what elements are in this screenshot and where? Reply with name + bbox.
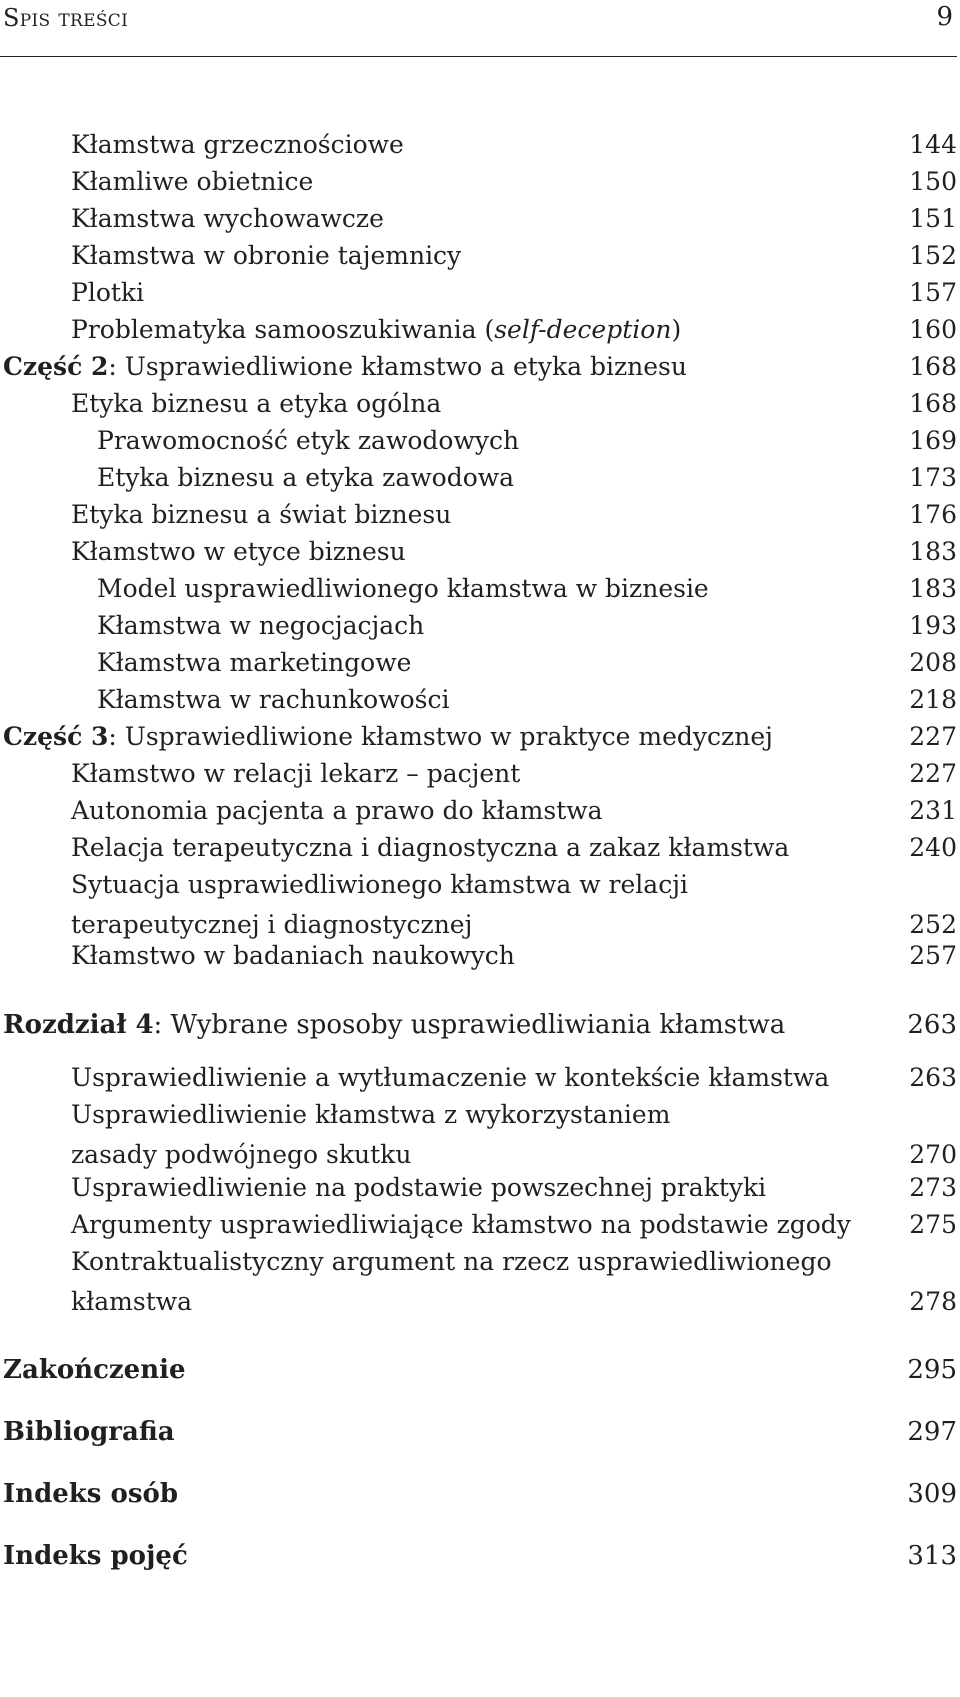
toc-entry-title: Kłamstwa w obronie tajemnicy [71,241,462,270]
toc-entry[interactable] [0,162,960,202]
toc-entry[interactable] [0,273,960,313]
toc-entry[interactable] [0,310,960,350]
toc-entry[interactable] [0,1168,960,1208]
toc-entry-title [71,1095,670,1175]
toc-entry-title: Kłamstwo w badaniach naukowych [71,941,515,970]
toc-entry-title: Kłamstwo w relacji lekarz – pacjent [71,759,521,788]
toc-entry-title [71,865,688,945]
toc-entry-title: Etyka biznesu a etyka zawodowa [97,463,515,492]
toc-section-entry[interactable] [0,1474,960,1514]
toc-entry-title-line: kłamstwa [71,1287,193,1316]
toc-entry-title-line: Sytuacja usprawiedliwionego kłamstwa w relacji [71,870,688,899]
toc-entry[interactable] [0,495,960,535]
toc-entry[interactable] [0,791,960,831]
toc-entry-page: 227 [909,759,957,788]
toc-entry-title: Etyka biznesu a świat biznesu [71,500,452,529]
running-header [0,0,957,57]
toc-entry[interactable] [0,1205,960,1245]
toc-entry-title: Usprawiedliwienie na podstawie powszechnej praktyki [71,1173,767,1202]
toc-entry-title [71,310,681,350]
toc-entry-page: 151 [909,204,957,233]
toc-entry-page: 309 [907,1479,957,1509]
toc-entry-page: 152 [909,241,957,270]
toc-entry-title: Kłamstwa marketingowe [97,648,412,677]
toc-entry-page: 275 [909,1210,957,1239]
toc-entry-title: Bibliografia [3,1417,175,1447]
toc-entry-title: Usprawiedliwienie a wytłumaczenie w kontekście kłamstwa [71,1063,830,1092]
toc-entry-title: Kłamstwa w negocjacjach [97,611,425,640]
toc-entry[interactable] [0,236,960,276]
toc-section-entry[interactable] [0,1350,960,1390]
toc-entry-title: Autonomia pacjenta a prawo do kłamstwa [71,796,603,825]
toc-entry-page: 257 [909,941,957,970]
toc-subentry[interactable] [0,421,960,461]
toc-chapter-entry[interactable] [0,1005,960,1045]
part-title: : Usprawiedliwione kłamstwo w praktyce medycznej [108,722,773,751]
toc-entry-page: 218 [909,685,957,714]
toc-part-entry[interactable] [0,717,960,757]
toc-entry-title-end: ) [671,315,682,344]
toc-entry[interactable] [0,754,960,794]
toc-entry[interactable] [0,828,960,868]
toc-entry-title [3,347,687,387]
toc-entry-page: 270 [909,1140,957,1169]
toc-entry-page: 150 [909,167,957,196]
toc-entry-title-line: terapeutycznej i diagnostycznej [71,910,473,939]
toc-entry-page: 208 [909,648,957,677]
toc-entry-title: Plotki [71,278,145,307]
toc-entry-page: 240 [909,833,957,862]
toc-entry-title: Argumenty usprawiedliwiające kłamstwo na podstawie zgody [71,1210,851,1239]
toc-entry-title-line: Kontraktualistyczny argument na rzecz usprawiedliwionego [71,1247,832,1276]
toc-entry-title: Kłamstwa w rachunkowości [97,685,450,714]
toc-part-entry[interactable] [0,347,960,387]
toc-entry[interactable] [0,1095,960,1175]
toc-entry-title [3,1005,785,1045]
toc-entry[interactable] [0,1242,960,1322]
toc-entry-title [71,1242,832,1322]
toc-subentry[interactable] [0,606,960,646]
toc-entry-page: 168 [909,389,957,418]
running-header-title: Spis treści [3,4,129,32]
toc-section-entry[interactable] [0,1536,960,1576]
toc-entry-title-emphasis: self-deception [494,315,672,344]
chapter-label: Rozdział 4 [3,1010,154,1040]
toc-entry-page: 173 [909,463,957,492]
toc-entry-page: 297 [907,1417,957,1447]
toc-entry-page: 160 [909,315,957,344]
toc-entry-page: 176 [909,500,957,529]
part-title: : Usprawiedliwione kłamstwo a etyka biznesu [108,352,687,381]
toc-entry-page: 227 [909,722,957,751]
toc-entry-page: 263 [909,1063,957,1092]
toc-entry-title: Model usprawiedliwionego kłamstwa w biznesie [97,574,709,603]
toc-entry-page: 193 [909,611,957,640]
toc-entry[interactable] [0,1058,960,1098]
toc-entry[interactable] [0,532,960,572]
toc-entry[interactable] [0,936,960,976]
toc-entry-page: 263 [907,1010,957,1040]
toc-entry-title-start: Problematyka samooszukiwania ( [71,315,495,344]
toc-entry-title-line: Usprawiedliwienie kłamstwa z wykorzystaniem [71,1100,671,1129]
toc-entry-title [3,717,773,757]
toc-entry-page: 273 [909,1173,957,1202]
toc-entry-page: 252 [909,910,957,939]
toc-entry-page: 168 [909,352,957,381]
toc-entry-page: 169 [909,426,957,455]
toc-entry-page: 231 [909,796,957,825]
toc-entry[interactable] [0,384,960,424]
toc-entry-title: Etyka biznesu a etyka ogólna [71,389,442,418]
toc-entry-page: 183 [909,574,957,603]
page-number: 9 [936,2,953,32]
toc-entry[interactable] [0,125,960,165]
toc-entry-title: Indeks osób [3,1479,178,1509]
toc-entry-title: Zakończenie [3,1355,186,1385]
toc-entry-title-line: zasady podwójnego skutku [71,1140,412,1169]
toc-entry-page: 183 [909,537,957,566]
toc-subentry[interactable] [0,643,960,683]
part-label: Część 2 [3,352,109,381]
chapter-title: : Wybrane sposoby usprawiedliwiania kłamstwa [153,1010,786,1040]
toc-entry-page: 278 [909,1287,957,1316]
toc-entry-title: Kłamstwo w etyce biznesu [71,537,406,566]
toc-entry-page: 313 [907,1541,957,1571]
toc-entry-title: Kłamstwa grzecznościowe [71,130,404,159]
toc-entry-page: 144 [909,130,957,159]
toc-entry-title: Prawomocność etyk zawodowych [97,426,520,455]
toc-subentry[interactable] [0,569,960,609]
toc-entry-title: Kłamstwa wychowawcze [71,204,384,233]
toc-entry-title: Indeks pojęć [3,1541,188,1571]
toc-entry[interactable] [0,199,960,239]
toc-section-entry[interactable] [0,1412,960,1452]
toc-subentry[interactable] [0,458,960,498]
toc-entry[interactable] [0,865,960,945]
toc-subentry[interactable] [0,680,960,720]
toc-entry-title: Relacja terapeutyczna i diagnostyczna a zakaz kłamstwa [71,833,790,862]
toc-entry-title: Kłamliwe obietnice [71,167,314,196]
toc-entry-page: 157 [909,278,957,307]
toc-entry-page: 295 [907,1355,957,1385]
part-label: Część 3 [3,722,109,751]
